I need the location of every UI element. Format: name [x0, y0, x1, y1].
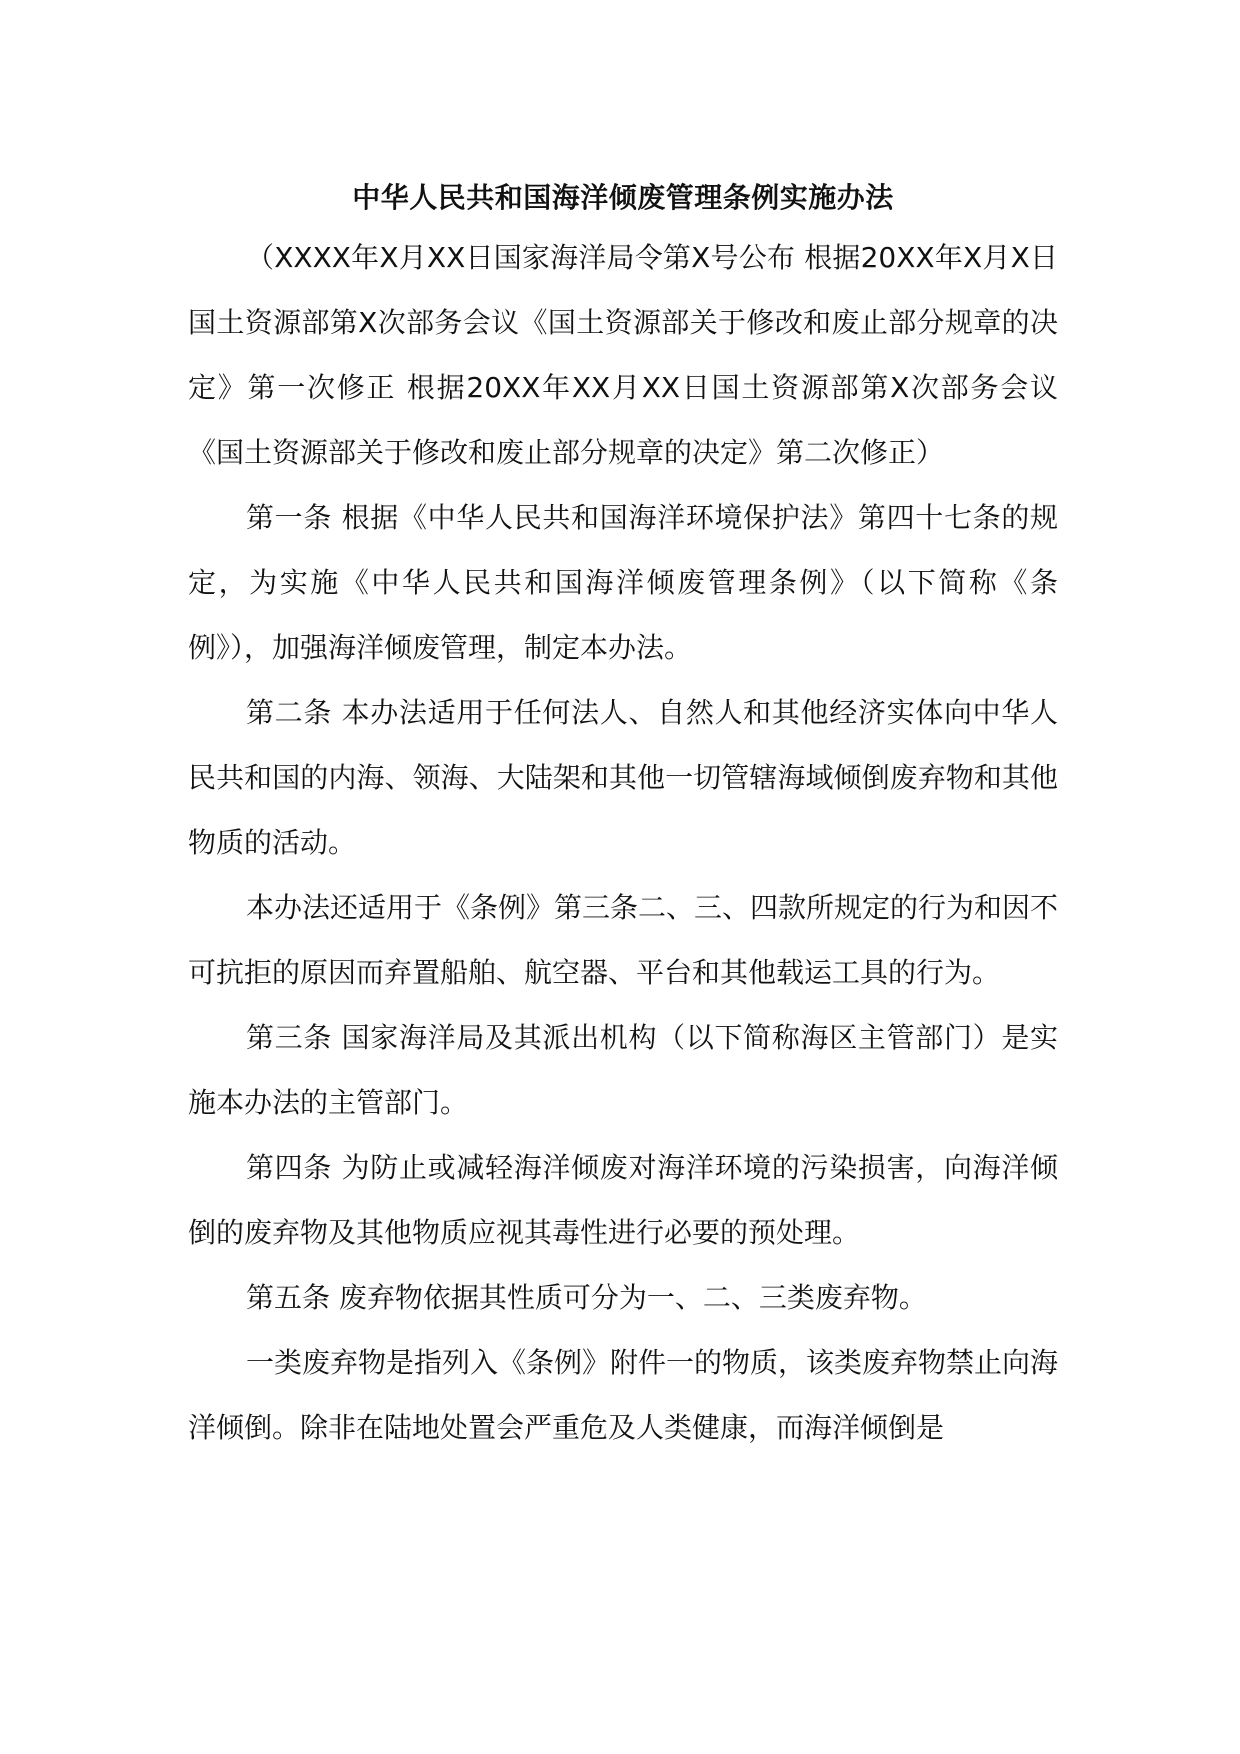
document-title: 中华人民共和国海洋倾废管理条例实施办法	[352, 181, 894, 214]
article-3-paragraph: 第三条 国家海洋局及其派出机构（以下简称海区主管部门）是实施本办法的主管部门。	[188, 1021, 1058, 1119]
article-5-paragraph: 第五条 废弃物依据其性质可分为一、二、三类废弃物。	[246, 1281, 927, 1314]
document-page	[188, 178, 1058, 1460]
article-1-paragraph: 第一条 根据《中华人民共和国海洋环境保护法》第四十七条的规定，为实施《中华人民共和国海洋倾废管理条例》（以下简称《条例》），加强海洋倾废管理，制定本办法。	[188, 501, 1058, 664]
article-4-paragraph: 第四条 为防止或减轻海洋倾废对海洋环境的污染损害，向海洋倾倒的废弃物及其他物质应视其毒性进行必要的预处理。	[188, 1151, 1058, 1249]
preamble-paragraph: （XXXX年X月XX日国家海洋局令第X号公布 根据20XX年X月X日国土资源部第X次部务会议《国土资源部关于修改和废止部分规章的决定》第一次修正 根据20XX年XX月XX日国土资源部第X次部务会议《国土资源部关于修改和废止部分规章的决定》第二次修正）	[188, 241, 1058, 469]
class-one-waste-paragraph: 一类废弃物是指列入《条例》附件一的物质，该类废弃物禁止向海洋倾倒。除非在陆地处置会严重危及人类健康，而海洋倾倒是	[188, 1346, 1059, 1444]
article-2-extension-paragraph: 本办法还适用于《条例》第三条二、三、四款所规定的行为和因不可抗拒的原因而弃置船舶、航空器、平台和其他载运工具的行为。	[188, 891, 1059, 989]
article-2-paragraph: 第二条 本办法适用于任何法人、自然人和其他经济实体向中华人民共和国的内海、领海、大陆架和其他一切管辖海域倾倒废弃物和其他物质的活动。	[188, 696, 1058, 859]
